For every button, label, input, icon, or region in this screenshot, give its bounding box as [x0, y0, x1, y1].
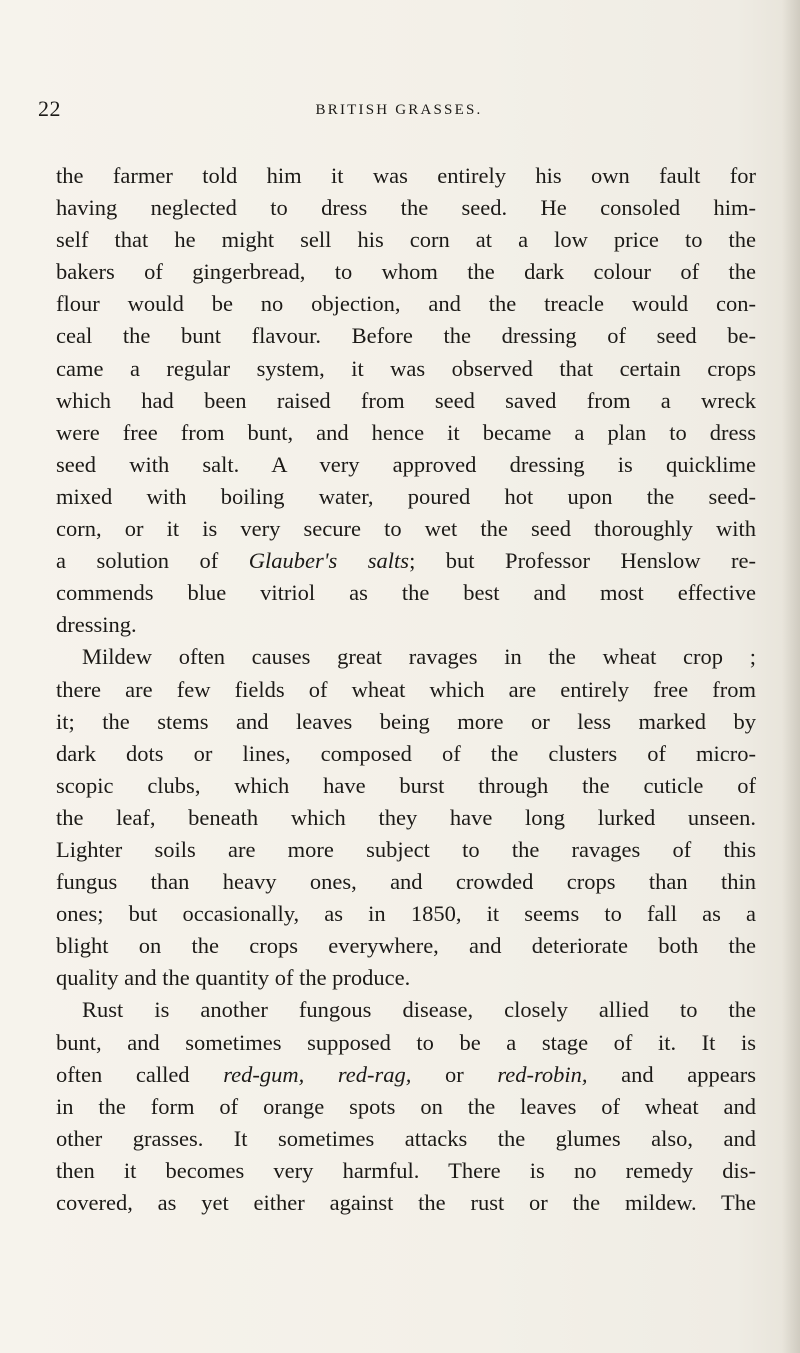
text-line: Rust is another fungous disease, closely allied to the — [82, 997, 756, 1023]
text-line: mixed with boiling water, poured hot upon the seed- — [56, 483, 756, 509]
text-line: blight on the crops everywhere, and deteriorate both the — [56, 933, 756, 959]
text-line: the leaf, beneath which they have long lurked unseen. — [56, 804, 756, 830]
text-line: in the form of orange spots on the leaves of wheat and — [56, 1093, 756, 1119]
text-line: fungus than heavy ones, and crowded crops than thin — [56, 869, 756, 895]
page-header — [38, 96, 760, 132]
text-line: ceal the bunt flavour. Before the dressing of seed be- — [56, 323, 756, 349]
text-line: bunt, and sometimes supposed to be a stage of it. It is — [56, 1029, 756, 1055]
text-line: ones; but occasionally, as in 1850, it seems to fall as a — [56, 901, 756, 927]
text-line: covered, as yet either against the rust or the mildew. The — [56, 1190, 756, 1215]
text-segment: often called — [56, 1061, 224, 1087]
text-line: seed with salt. A very approved dressing is quicklime — [56, 451, 756, 477]
text-line: having neglected to dress the seed. He consoled him- — [56, 195, 756, 221]
text-line: dark dots or lines, composed of the clusters of micro- — [56, 740, 756, 766]
text-line: commends blue vitriol as the best and most effective — [56, 580, 756, 606]
text-line: Lighter soils are more subject to the ravages of this — [56, 836, 756, 862]
italic-term: Glauber's salts — [248, 548, 410, 574]
text-line: there are few fields of wheat which are entirely free from — [56, 676, 756, 702]
page-edge-shadow — [782, 0, 800, 1353]
running-head: BRITISH GRASSES. — [315, 102, 483, 118]
text-line: scopic clubs, which have burst through the cuticle of — [56, 772, 756, 798]
italic-term: red-robin, — [497, 1061, 588, 1087]
text-segment: a solution of — [56, 548, 249, 574]
text-line: bakers of gingerbread, to whom the dark colour of the — [56, 259, 756, 285]
page-number: 22 — [38, 96, 61, 121]
text-line: the farmer told him it was entirely his own fault for — [56, 163, 756, 188]
text-line: it; the stems and leaves being more or less marked by — [56, 708, 756, 734]
text-line: dressing. — [56, 612, 137, 638]
text-segment: ; but Professor Henslow re- — [409, 548, 756, 574]
text-line: came a regular system, it was observed that certain crops — [56, 355, 756, 381]
text-segment: and appears — [587, 1061, 756, 1087]
text-line: then it becomes very harmful. There is no remedy dis- — [56, 1157, 756, 1183]
body-text — [56, 160, 756, 1219]
text-line — [56, 1059, 756, 1091]
text-line: flour would be no objection, and the treacle would con- — [56, 291, 756, 317]
text-segment: or — [411, 1061, 498, 1087]
text-line: which had been raised from seed saved from a wreck — [56, 387, 756, 413]
text-line — [56, 545, 756, 577]
text-line: other grasses. It sometimes attacks the glumes also, and — [56, 1125, 756, 1151]
text-line: quality and the quantity of the produce. — [56, 965, 411, 991]
italic-term: red-gum, red-rag, — [223, 1061, 412, 1087]
text-line: Mildew often causes great ravages in the wheat crop ; — [82, 644, 756, 670]
text-line: corn, or it is very secure to wet the seed thoroughly with — [56, 516, 756, 542]
text-line: self that he might sell his corn at a low price to the — [56, 227, 756, 253]
text-line: were free from bunt, and hence it became a plan to dress — [56, 419, 756, 445]
